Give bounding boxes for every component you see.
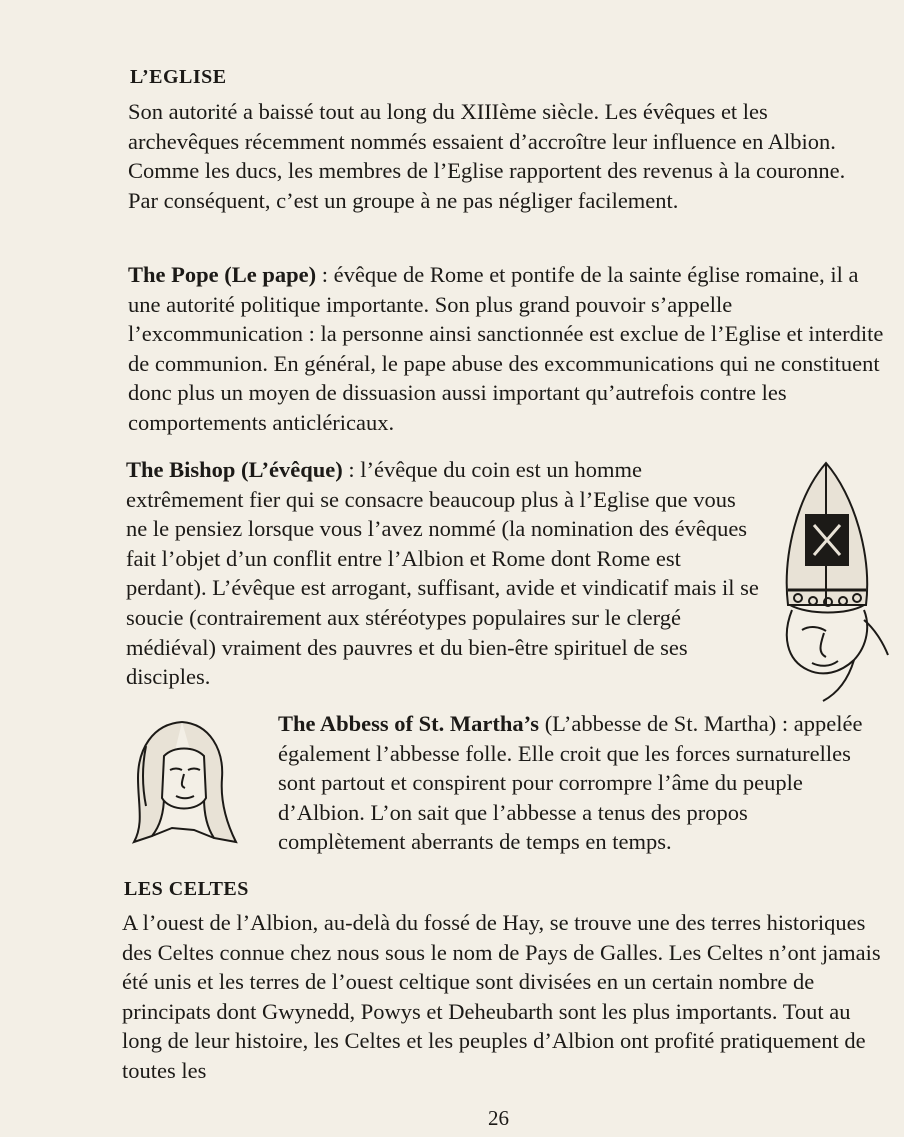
abbess-illustration — [124, 716, 242, 848]
bishop-illustration — [768, 455, 892, 705]
abbess-description: (L’abbesse de St. Martha) : appelée également l’abbesse folle. Elle croit que les forces surnaturelles sont partout et conspirent pour corrompre l’âme du peuple d’Albion. L’on sait que l’abbesse a tenus des propos complètement aberrants de temps en temps. — [278, 711, 863, 855]
pope-name: The Pope (Le pape) — [128, 262, 317, 287]
bishop-paragraph — [126, 455, 762, 692]
page-number: 26 — [488, 1106, 509, 1130]
abbess-paragraph — [278, 709, 878, 857]
church-paragraph: Son autorité a baissé tout au long du XIIIème siècle. Les évêques et les archevêques récemment nommés essaient d’accroître leur influence en Albion. Comme les ducs, les membres de l’Eglise rapportent des revenus à la couronne. Par conséquent, c’est un groupe à ne pas négliger facilement. — [128, 99, 846, 213]
bishop-description: : l’évêque du coin est un homme extrêmement fier qui se consacre beaucoup plus à l’Eglise que vous ne le pensiez lorsque vous l’avez nommé (la nomination des évêques fait l’objet d’un conflit entre l’Albion et Rome dont Rome est perdant). L’évêque est arrogant, suffisant, avide et vindicatif mais il se soucie (contrairement aux stéréotypes populaires sur le clergé médiéval) vraiment des pauvres et du bien-être spirituel de ses disciples. — [126, 457, 759, 690]
section-heading-celts: LES CELTES — [124, 878, 249, 900]
pope-paragraph — [128, 260, 884, 438]
abbess-name: The Abbess of St. Martha’s — [278, 711, 540, 736]
section-heading-church: L’EGLISE — [130, 66, 227, 88]
bishop-name: The Bishop (L’évêque) — [126, 457, 343, 482]
celts-paragraph: A l’ouest de l’Albion, au-delà du fossé de Hay, se trouve une des terres historiques des Celtes connue chez nous sous le nom de Pays de Galles. Les Celtes n’ont jamais été unis et les terres de l’ouest celtique sont divisées en un certain nombre de principats dont Gwynedd, Powys et Deheubarth sont les plus importants. Tout au long de leur histoire, les Celtes et les peuples d’Albion ont profité pratiquement de toutes les — [122, 910, 881, 1083]
pope-description: : évêque de Rome et pontife de la sainte église romaine, il a une autorité politique importante. Son plus grand pouvoir s’appelle l’excommunication : la personne ainsi sanctionnée est exclue de l’Eglise et interdite de communion. En général, le pape abuse des excommunications qui ne constituent donc plus un moyen de dissuasion aussi important qu’autrefois contre les comportements anticléricaux. — [128, 262, 884, 435]
